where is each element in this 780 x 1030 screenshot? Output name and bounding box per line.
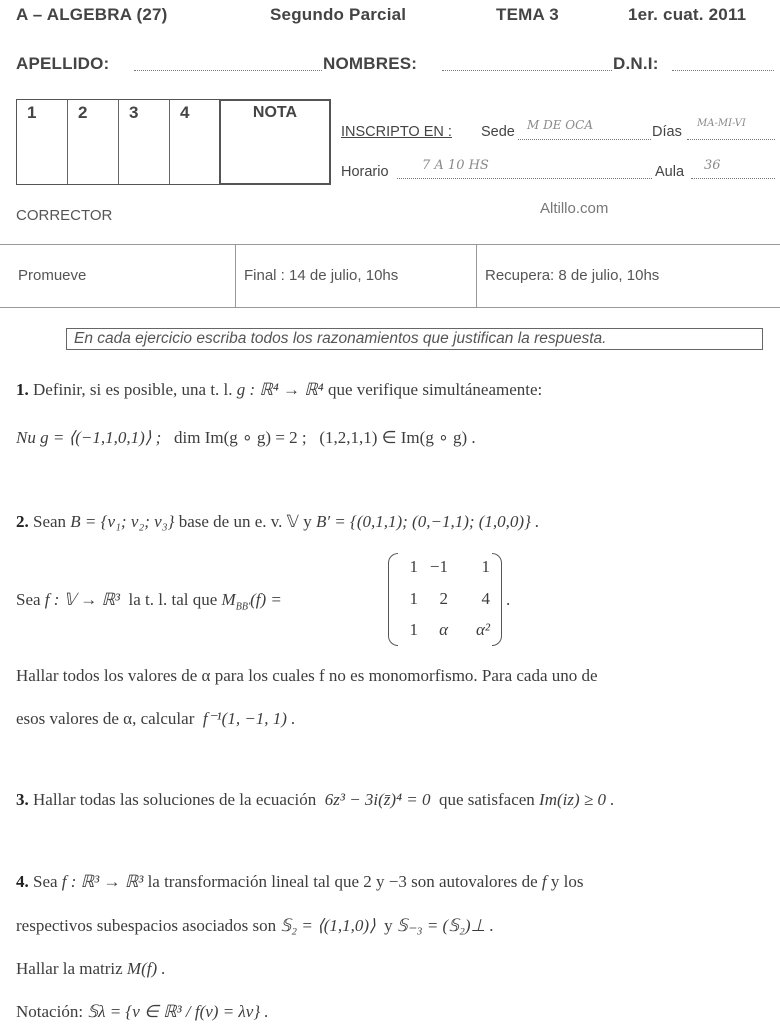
- horario-value: 7 A 10 HS: [422, 158, 489, 173]
- dni-field[interactable]: [672, 70, 774, 71]
- problem-2-matrix-arg: (f) =: [250, 590, 282, 609]
- problem-2-map-line: [16, 590, 282, 612]
- matrix-cell: 1: [481, 557, 490, 576]
- problem-2-text-2-line: [16, 709, 295, 729]
- problem-2-y: y: [303, 512, 312, 531]
- problem-2-matrix-sub: BB′: [235, 601, 251, 613]
- nota-box[interactable]: [219, 99, 331, 185]
- aula-label: Aula: [655, 164, 685, 180]
- horario-field[interactable]: [397, 178, 652, 179]
- grade-col-4[interactable]: 4: [180, 103, 190, 122]
- problem-3-number: 3.: [16, 790, 29, 809]
- problem-4-text-2: respectivos subespacios asociados son: [16, 916, 277, 935]
- problem-3-text: Hallar todas las soluciones de la ecuación: [33, 790, 317, 809]
- matrix-cell: α: [439, 620, 448, 639]
- problem-2-sea: Sea: [16, 590, 41, 609]
- problem-2-space: 𝕍: [286, 512, 299, 531]
- sede-field[interactable]: [518, 139, 651, 140]
- grade-col-3[interactable]: 3: [119, 100, 170, 184]
- nota-label: NOTA: [252, 104, 298, 121]
- matrix-cell: −1: [429, 557, 448, 576]
- problem-4-notation: [16, 1002, 269, 1022]
- problem-2-mid: base de un e. v.: [178, 512, 283, 531]
- problem-2-text-2: esos valores de α, calcular: [16, 709, 195, 728]
- nombres-label: NOMBRES:: [323, 54, 418, 73]
- watermark: Altillo.com: [540, 200, 609, 217]
- problem-4-notation-label: Notación:: [16, 1002, 84, 1021]
- problem-1: [16, 380, 542, 400]
- problem-4-sea: Sea: [33, 872, 58, 891]
- problem-2-basis-b2: B′ = {(0,1,1); (0,−1,1); (1,0,0)} .: [315, 512, 540, 531]
- problem-4-map: f : ℝ³ → ℝ³: [61, 872, 144, 891]
- problem-4-mf: M(f) .: [126, 959, 166, 978]
- matrix-cell: 1: [409, 557, 418, 576]
- problem-1-text-b: que verifique simultáneamente:: [327, 380, 543, 399]
- problem-2-text-1: Hallar todos los valores de α para los cuales f no es monomorfismo. Para cada uno de: [16, 666, 598, 685]
- corrector-label: CORRECTOR: [16, 207, 113, 224]
- problem-2-number: 2.: [16, 512, 29, 531]
- problem-1-map: g : ℝ⁴ → ℝ⁴: [236, 380, 324, 399]
- problem-4-notation-def: 𝕊λ = {v ∈ ℝ³ / f(v) = λv} .: [87, 1002, 269, 1021]
- problem-2-preimage: f⁻¹(1, −1, 1) .: [202, 709, 296, 728]
- problem-3-equation: 6z³ − 3i(z̄)⁴ = 0: [324, 790, 431, 809]
- problem-1-text: Definir, si es posible, una t. l.: [33, 380, 233, 399]
- recupera-cell: Recupera: 8 de julio, 10hs: [485, 267, 660, 284]
- period-label: 1er. cuat. 2011: [628, 5, 747, 24]
- problem-2: [16, 512, 539, 532]
- grade-col-1[interactable]: 1: [17, 100, 68, 184]
- problem-1-cond-2: dim Im(g ∘ g) = 2 ;: [174, 428, 307, 447]
- problem-1-cond-1: Nu g = ⟨(−1,1,0,1)⟩ ;: [16, 428, 162, 447]
- problem-4-s3: 𝕊₋₃ = (𝕊₂)⊥ .: [396, 916, 494, 935]
- grade-col-2[interactable]: 2: [68, 100, 119, 184]
- problem-4-f: f: [541, 872, 547, 891]
- tema-label: TEMA 3: [496, 5, 559, 24]
- problem-3-text-2: que satisfacen: [438, 790, 535, 809]
- apellido-label: APELLIDO:: [16, 54, 110, 73]
- problem-3-condition: Im(iz) ≥ 0 .: [539, 790, 615, 809]
- matrix-cell: 2: [439, 589, 448, 608]
- problem-1-cond-3: (1,2,1,1) ∈ Im(g ∘ g) .: [319, 428, 476, 447]
- problem-4-number: 4.: [16, 872, 29, 891]
- problem-4-line-3: [16, 959, 166, 979]
- aula-field[interactable]: [691, 178, 775, 179]
- problem-2-matrix: [388, 553, 502, 646]
- dias-field[interactable]: [687, 139, 775, 140]
- horario-label: Horario: [341, 164, 389, 180]
- problem-4-line-2: [16, 916, 494, 936]
- problem-4-eigenvalues: 2 y −3: [363, 872, 407, 891]
- problem-1-number: 1.: [16, 380, 29, 399]
- problem-2-tal: la t. l. tal que: [128, 590, 218, 609]
- nombres-field[interactable]: [442, 70, 612, 71]
- problem-4-y: y: [384, 916, 393, 935]
- problem-4: [16, 872, 584, 892]
- problem-2-map: f : 𝕍 → ℝ³: [44, 590, 121, 609]
- matrix-cell: 4: [481, 589, 490, 608]
- apellido-field[interactable]: [134, 70, 322, 71]
- aula-value: 36: [704, 158, 721, 173]
- promueve-cell: Promueve: [18, 267, 87, 284]
- dias-value: MA-MI-VI: [697, 118, 746, 129]
- problem-2-intro: Sean: [33, 512, 67, 531]
- exam-name: Segundo Parcial: [270, 5, 407, 24]
- problem-4-text-1c: y los: [550, 872, 584, 891]
- problem-4-s2: 𝕊₂ = ⟨(1,1,0)⟩: [280, 916, 376, 935]
- course-title: A – ALGEBRA (27): [16, 5, 168, 24]
- final-cell: Final : 14 de julio, 10hs: [244, 267, 399, 284]
- problem-2-matrix-label: M: [221, 590, 236, 609]
- problem-4-text-1b: son autovalores de: [411, 872, 538, 891]
- problem-4-text-3: Hallar la matriz: [16, 959, 123, 978]
- matrix-cell: 1: [409, 620, 418, 639]
- problem-4-text-1: la transformación lineal tal que: [147, 872, 360, 891]
- problem-3: [16, 790, 614, 810]
- info-strip: [0, 244, 780, 308]
- problem-1-conditions: [16, 428, 476, 448]
- dias-label: Días: [652, 124, 682, 140]
- sede-value: M DE OCA: [527, 118, 593, 132]
- problem-2-basis-b: B = {v₁; v₂; v₃}: [70, 512, 175, 531]
- matrix-cell: α²: [475, 620, 490, 639]
- instructions-box: En cada ejercicio escriba todos los razonamientos que justifican la respuesta.: [66, 328, 763, 350]
- dni-label: D.N.I:: [613, 54, 659, 73]
- inscripto-label: INSCRIPTO EN :: [341, 124, 452, 140]
- sede-label: Sede: [481, 124, 515, 140]
- matrix-cell: 1: [409, 589, 418, 608]
